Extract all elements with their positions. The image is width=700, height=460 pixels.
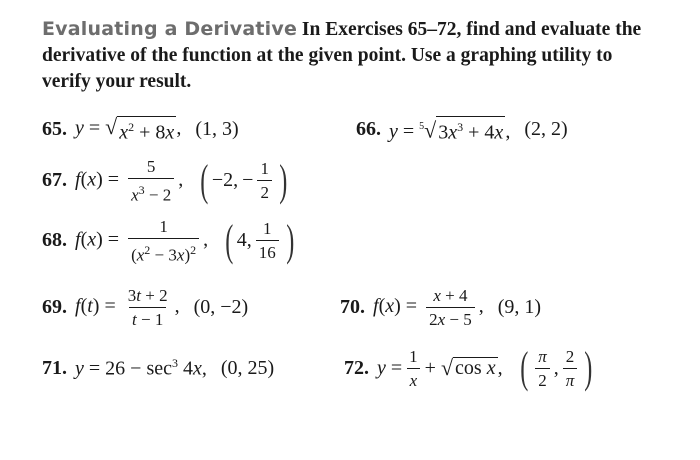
- function-expression: f(t) = $\frac{3t + 2}{t - 1}$ ,: [75, 286, 180, 329]
- function-expression: $y = 26 - \sec^3 4x$,: [75, 356, 207, 380]
- exercise-number: 68.: [42, 229, 67, 252]
- section-title: Evaluating a Derivative: [42, 18, 298, 40]
- function-expression: y = $\frac{1}{x}$ + √ cos x ,: [377, 346, 503, 390]
- given-point: ( −2, − $\frac{1}{2}$ ): [200, 155, 288, 205]
- exercise-67: [42, 157, 291, 205]
- function-expression: f(x) = $\frac{x + 4}{2x - 5}$ ,: [373, 286, 484, 329]
- function-expression: y = √ $x^2 + 8x$ ,: [75, 114, 182, 144]
- exercise-number: 67.: [42, 169, 67, 192]
- exercise-number: 65.: [42, 118, 67, 141]
- exercise-66: [356, 116, 568, 144]
- given-point: (0, −2): [193, 296, 249, 318]
- given-point: ( 4, $\frac{1}{16}$ ): [225, 215, 295, 265]
- exercise-70: [340, 286, 541, 329]
- given-point: ( $\frac{\pi}{2}$ , $\frac{2}{\pi}$ ): [519, 343, 593, 392]
- exercise-69: [42, 286, 248, 329]
- instructions-text: In Exercises 65–72, find and evaluate the derivative of the function at the given point. Use a graphing utility to verify your result.: [42, 19, 642, 92]
- given-point: (0, 25): [220, 356, 275, 379]
- exercise-number: 70.: [340, 296, 365, 318]
- function-expression: f(x) = $\frac{1}{(x^2 - 3x)^2}$ ,: [75, 217, 209, 265]
- exercise-number: 71.: [42, 356, 67, 379]
- exercise-72: [344, 343, 596, 392]
- exercise-number: 69.: [42, 296, 67, 318]
- exercise-65: [42, 116, 239, 144]
- given-point: (2, 2): [524, 118, 568, 141]
- given-point: (9, 1): [497, 296, 542, 318]
- exercise-68: [42, 217, 297, 265]
- function-expression: f(x) = $\frac{5}{x^3 - 2}$ ,: [75, 157, 184, 205]
- function-expression: y = $^5$√ $3x^3 + 4x$ ,: [389, 117, 511, 144]
- exercise-71: [42, 356, 274, 381]
- given-point: (1, 3): [195, 118, 239, 141]
- instructions-block: [42, 16, 662, 95]
- exercise-number: 66.: [356, 118, 381, 141]
- exercise-number: 72.: [344, 356, 369, 379]
